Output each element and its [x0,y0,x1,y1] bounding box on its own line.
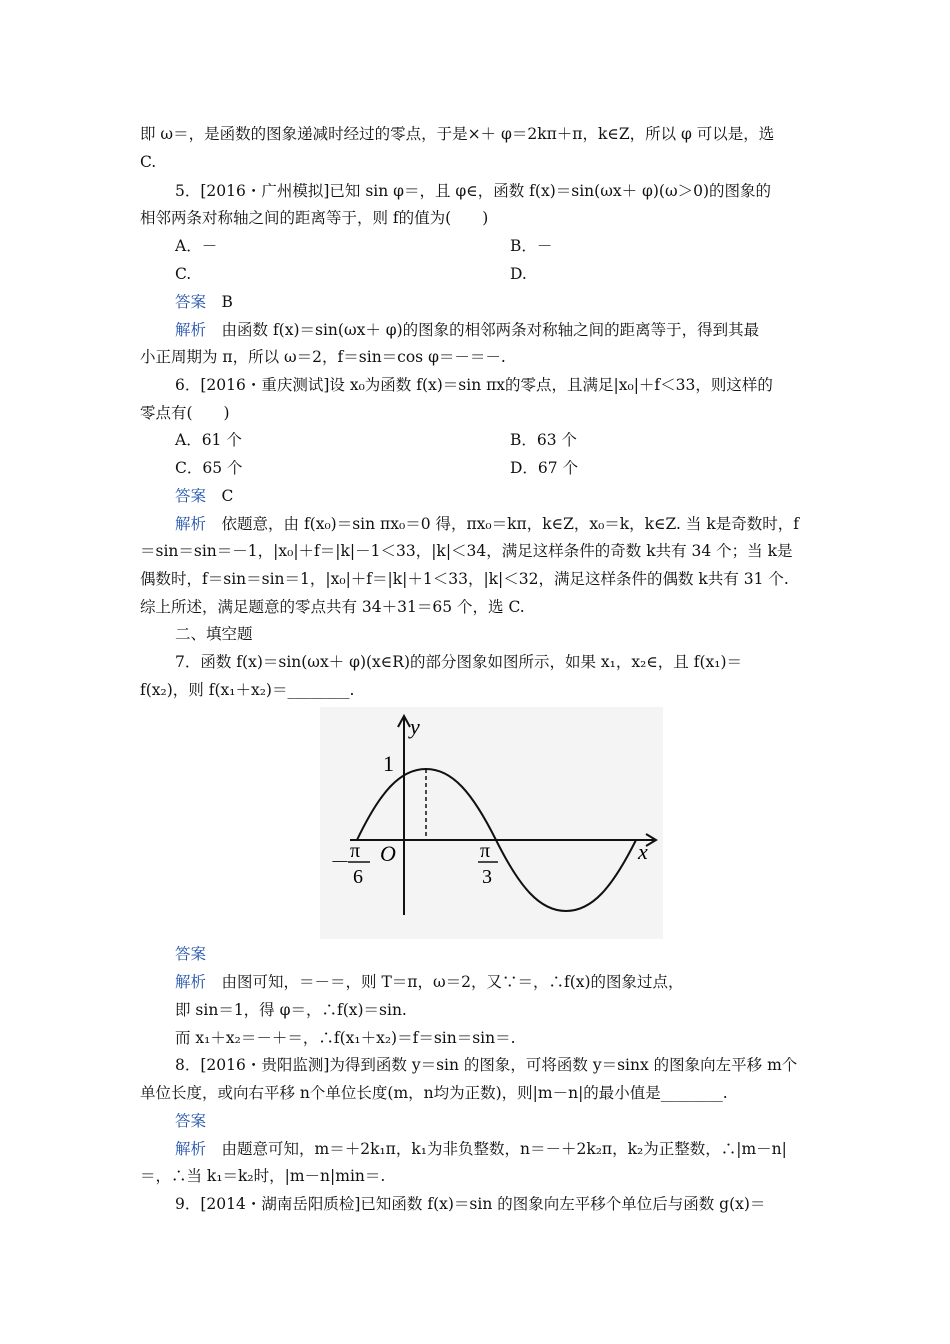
analysis-label: 解析 [175,515,207,533]
tick-three-denominator: 3 [482,866,492,888]
answer-label: 答案 [175,1112,207,1130]
answer-line [175,1111,206,1131]
analysis-label: 解析 [175,973,207,991]
question-5: 5．[2016・广州模拟]已知 sin φ＝，且 φ∈，函数 f(x)＝sin(ωx＋ φ)(ω＞0)的图象的 [175,182,772,200]
text-line: 相邻两条对称轴之间的距离等于，则 f的值为( ) [140,209,489,227]
question-7: 7．函数 f(x)＝sin(ωx＋ φ)(x∈R)的部分图象如图所示，如果 x₁，x₂∈，且 f(x₁)＝ [175,653,743,671]
analysis-line: 解析 依题意，由 f(x₀)＝sin πx₀＝0 得，πx₀＝kπ，k∈Z，x₀＝k，k∈Z. 当 k是奇数时，f [175,515,799,533]
y-axis-label: y [410,714,420,739]
text-line: ＝，∴当 k₁＝k₂时，|m－n|min＝. [140,1167,386,1185]
text-line: f(x₂)，则 f(x₁＋x₂)＝________. [140,681,355,699]
option-c: C．65 个 [175,459,243,477]
text-line: ＝sin＝sin＝－1，|x₀|＋f＝|k|－1＜33，|k|＜34，满足这样条件的奇数 k共有 34 个；当 k是 [140,542,793,560]
text-line: 而 x₁＋x₂＝－＋＝，∴f(x₁＋x₂)＝f＝sin＝sin＝. [175,1029,516,1047]
answer-label: 答案 [175,487,207,505]
answer-line [175,944,206,964]
tick-six-denominator: 6 [353,866,363,888]
answer-label: 答案 [175,945,207,963]
max-value-label: 1 [383,751,394,776]
text-line: C. [140,153,157,171]
option-d: D. [510,265,527,283]
x-axis-label: x [638,839,648,864]
minus-sign: － [330,852,350,874]
answer-label: 答案 [175,293,207,311]
option-a: A．－ [175,237,218,255]
text-line: 小正周期为 π，所以 ω＝2，f＝sin＝cos φ＝－＝－. [140,348,506,366]
tick-pi-numerator: π [350,840,361,862]
analysis-line: 解析 由函数 f(x)＝sin(ωx＋ φ)的图象的相邻两条对称轴之间的距离等于，得到其最 [175,321,760,339]
option-d: D．67 个 [510,459,579,477]
analysis-label: 解析 [175,321,207,339]
text-line: 零点有( ) [140,404,230,422]
text-line: 即 sin＝1，得 φ＝，∴f(x)＝sin. [175,1001,407,1019]
option-b: B．－ [510,237,553,255]
text-line: 即 ω＝，是函数的图象递减时经过的零点，于是×＋ φ＝2kπ＋π，k∈Z，所以 φ 可以是，选 [140,125,775,143]
tick-pi-numerator: π [480,840,491,862]
analysis-label: 解析 [175,1140,207,1158]
text-line: 单位长度，或向右平移 n个单位长度(m，n均为正数)，则|m－n|的最小值是________. [140,1084,728,1102]
text-line: 综上所述，满足题意的零点共有 34＋31＝65 个，选 C. [140,598,525,616]
answer-line: 答案 C [175,487,234,505]
section-heading: 二、填空题 [175,625,253,643]
text-line: 偶数时，f＝sin＝sin＝1，|x₀|＋f＝|k|＋1＜33，|k|＜32，满足这样条件的偶数 k共有 31 个. [140,570,789,588]
question-8: 8．[2016・贵阳监测]为得到函数 y＝sin 的图象，可将函数 y＝sinx 的图象向左平移 m个 [175,1056,798,1074]
option-c: C. [175,265,192,283]
origin-label: O [380,841,396,866]
answer-line: 答案 B [175,293,233,311]
question-9: 9．[2014・湖南岳阳质检]已知函数 f(x)＝sin 的图象向左平移个单位后与函数 g(x)＝ [175,1195,766,1213]
question-6: 6．[2016・重庆测试]设 x₀为函数 f(x)＝sin πx的零点，且满足|x₀|＋f＜33，则这样的 [175,376,773,394]
analysis-line: 解析 由题意可知，m＝＋2k₁π，k₁为非负整数，n＝－＋2k₂π，k₂为正整数，∴|m－n| [175,1140,787,1158]
analysis-line: 解析 由图可知，＝－＝，则 T＝π，ω＝2，又∵＝，∴f(x)的图象过点， [175,973,684,991]
option-a: A．61 个 [175,431,242,449]
sine-graph-figure [320,707,663,939]
figure-background [320,707,663,939]
option-b: B．63 个 [510,431,578,449]
